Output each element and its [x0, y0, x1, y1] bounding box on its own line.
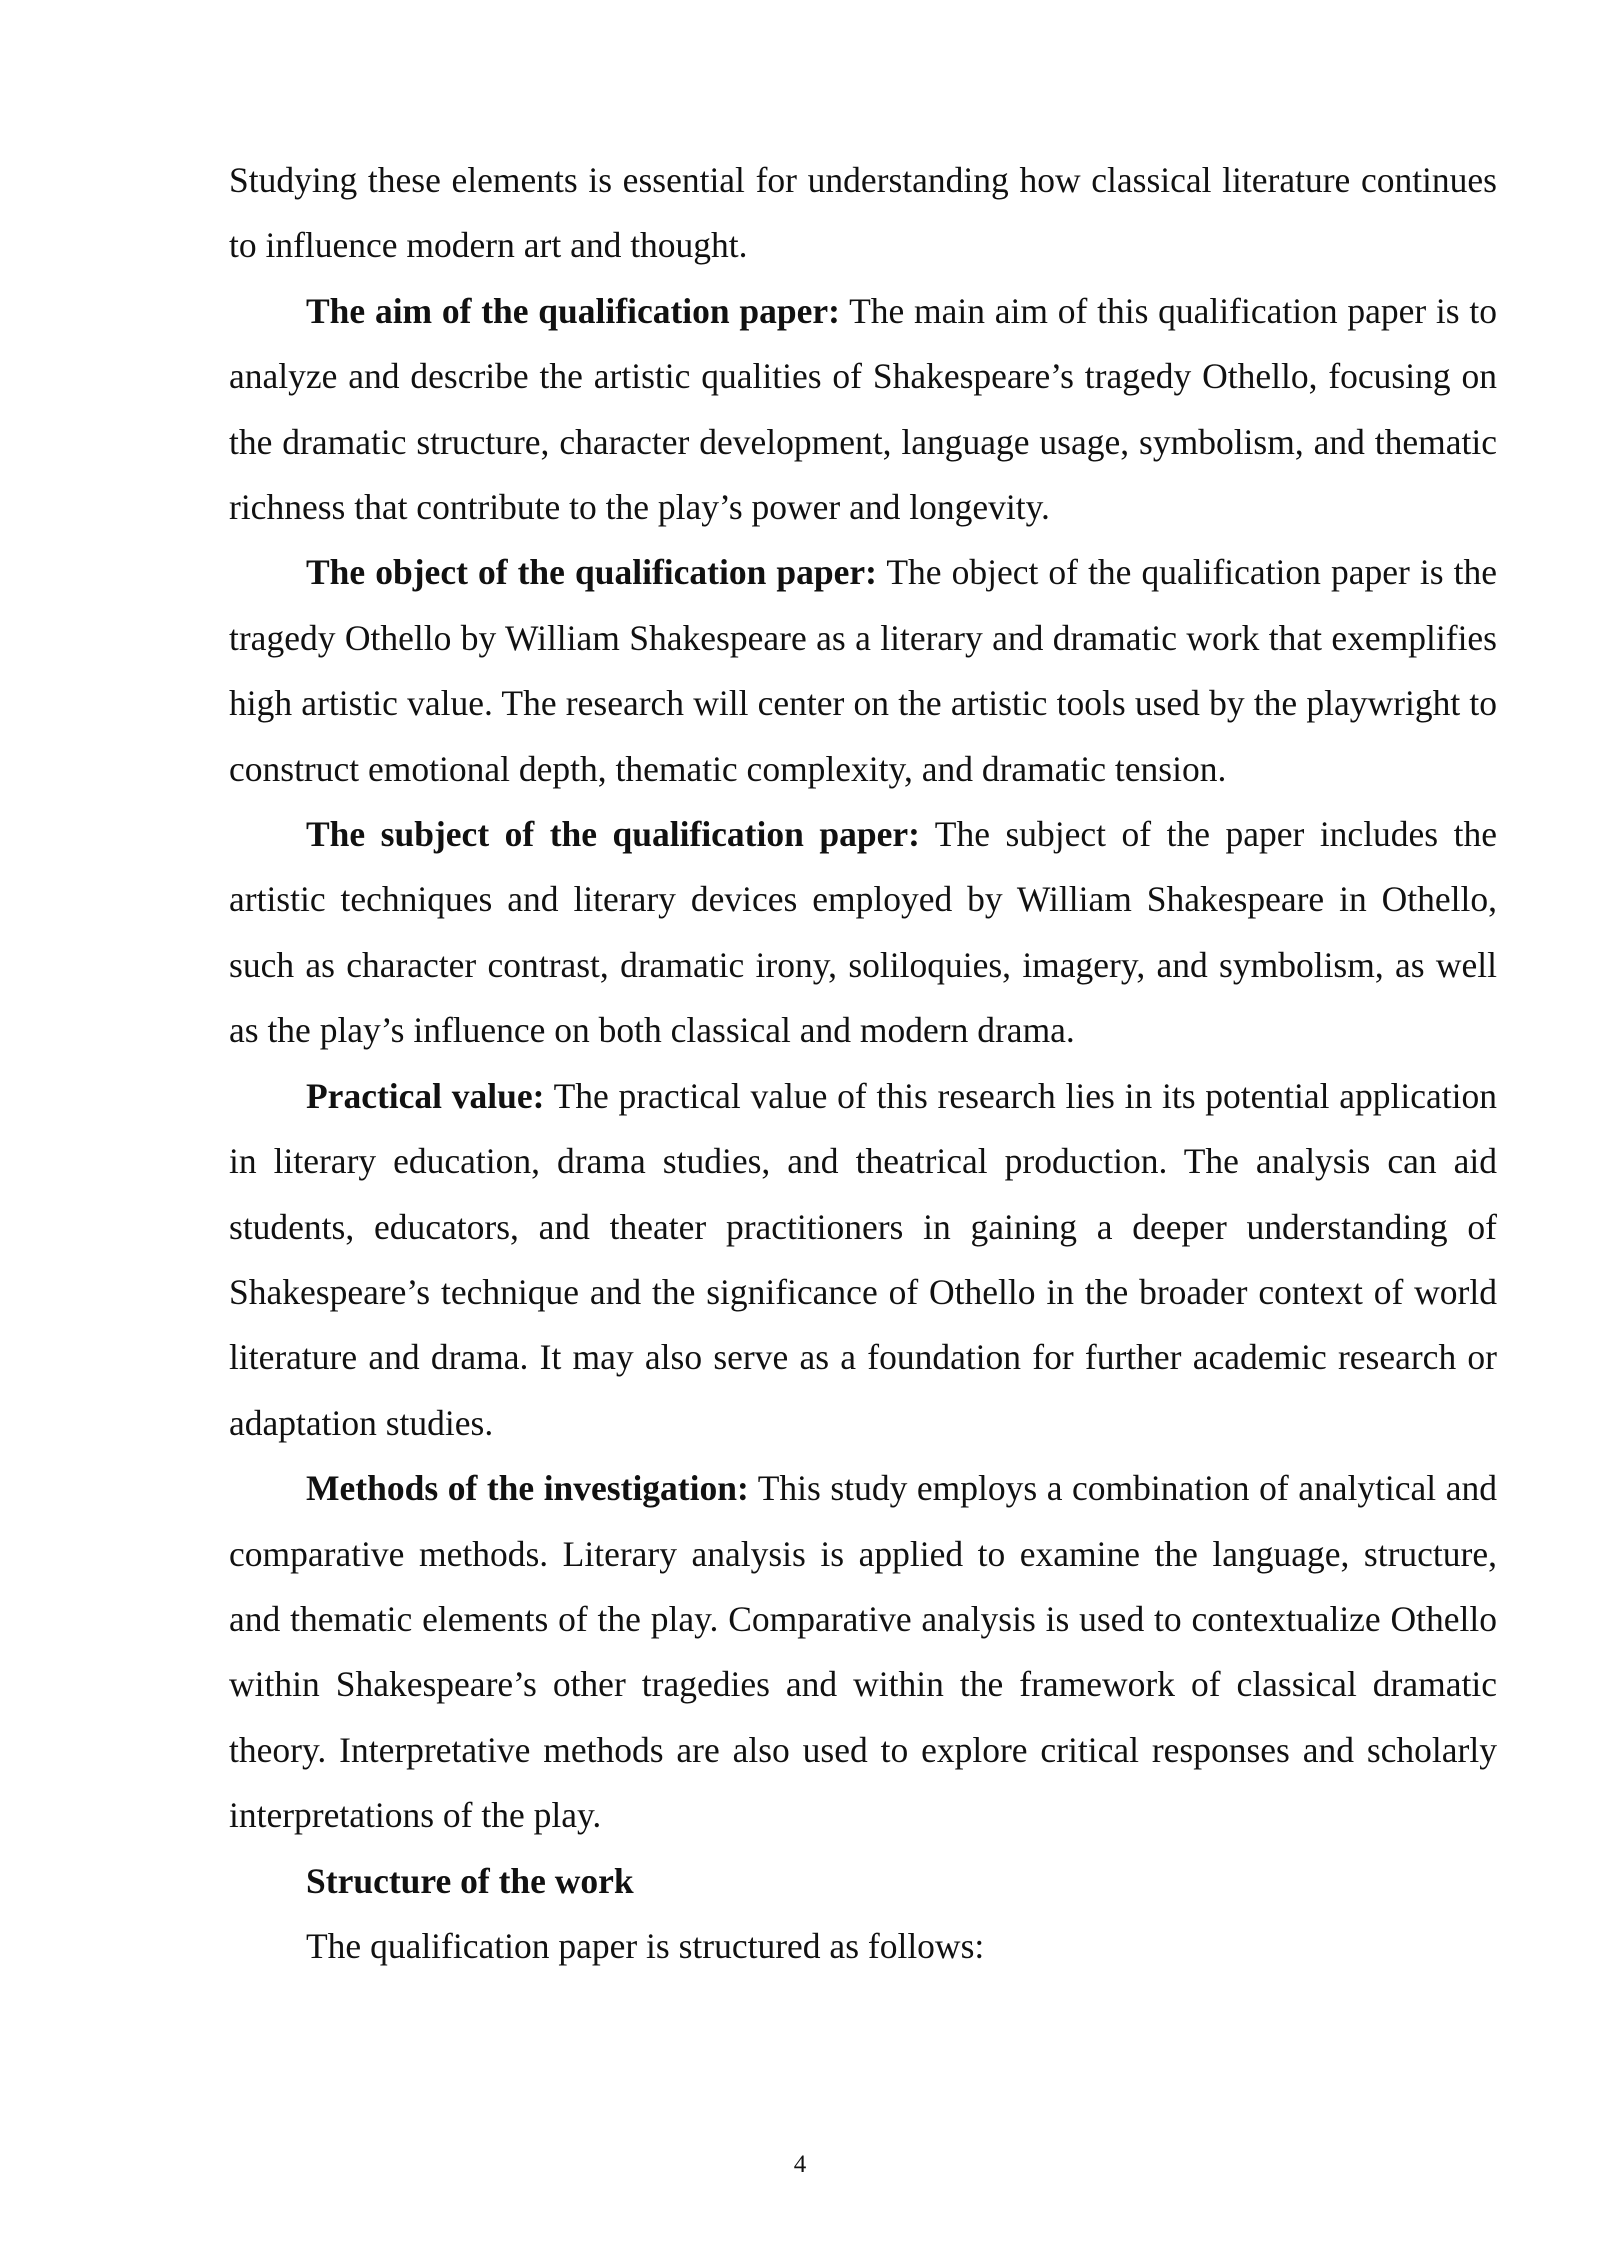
paragraph-text: The qualification paper is structured as follows:: [306, 1925, 985, 1966]
paragraph-practical-value: [229, 1064, 1497, 1456]
paragraph-heading: Practical value:: [306, 1075, 545, 1116]
paragraph-heading: The subject of the qualification paper:: [306, 814, 920, 855]
paragraph-aim: [229, 279, 1497, 541]
section-heading-structure: [229, 1849, 1497, 1914]
page-number: 4: [793, 2151, 807, 2178]
paragraph-text: The main aim of this qualification paper is to analyze and describe the artistic qualities of Shakespeare’s tragedy Othello, focusing on the dramatic structure, character development, language usage, symbolism, and thematic richness that contribute to the play’s power and longevity.: [229, 290, 1497, 528]
document-body: [229, 148, 1497, 1979]
paragraph-heading: Structure of the work: [306, 1860, 634, 1901]
paragraph-text: The practical value of this research lies in its potential application in literary education, drama studies, and theatrical production. The analysis can aid students, educators, and theater practitioners in gaining a deeper understanding of Shakespeare’s technique and the significance of Othello in the broader context of world literature and drama. It may also serve as a foundation for further academic research or adaptation studies.: [229, 1075, 1498, 1443]
paragraph-text: This study employs a combination of analytical and comparative methods. Literary analysis is applied to examine the language, structure, and thematic elements of the play. Comparative analysis is used to contextualize Othello within Shakespeare’s other tragedies and within the framework of classical dramatic theory. Interpretative methods are also used to explore critical responses and scholarly interpretations of the play.: [229, 1468, 1497, 1836]
paragraph-text: The object of the qualification paper is the tragedy Othello by William Shakespeare as a literary and dramatic work that exemplifies high artistic value. The research will center on the artistic tools used by the playwright to construct emotional depth, thematic complexity, and dramatic tension.: [229, 552, 1497, 789]
paragraph-heading: The aim of the qualification paper:: [306, 290, 840, 331]
paragraph-text: Studying these elements is essential for understanding how classical literature continues to influence modern art and thought.: [229, 160, 1497, 266]
paragraph-object: [229, 540, 1497, 802]
paragraph-heading: Methods of the investigation:: [306, 1468, 749, 1509]
paragraph-intro: [229, 148, 1497, 279]
paragraph-methods: [229, 1456, 1497, 1848]
paragraph-heading: The object of the qualification paper:: [306, 552, 877, 593]
paragraph-structure-intro: [229, 1914, 1497, 1979]
paragraph-text: The subject of the paper includes the artistic techniques and literary devices employed by William Shakespeare in Othello, such as character contrast, dramatic irony, soliloquies, imagery, and symbolism, as well as the play’s influence on both classical and modern drama.: [229, 814, 1497, 1051]
paragraph-subject: [229, 802, 1497, 1064]
